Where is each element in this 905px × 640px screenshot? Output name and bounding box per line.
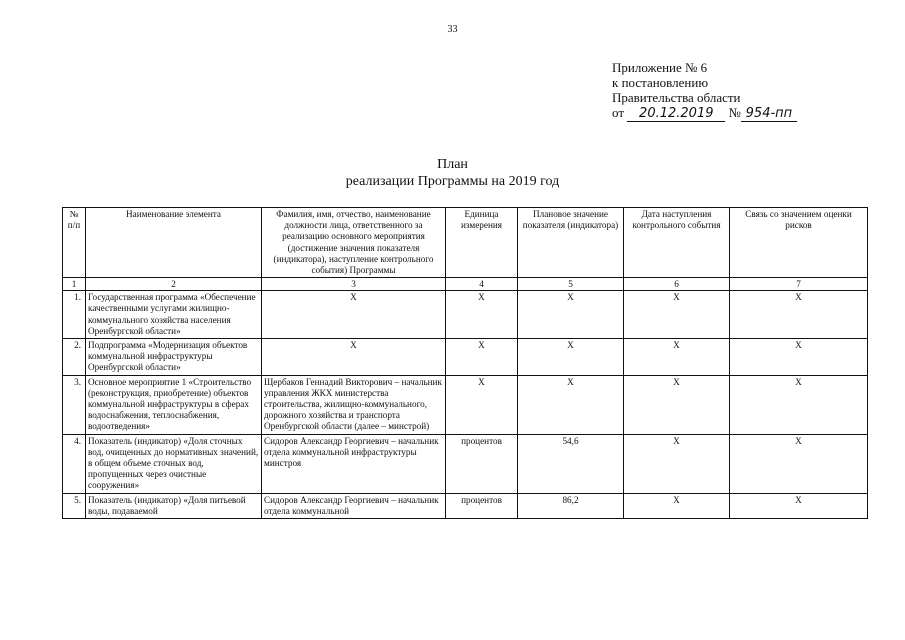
planned-value: Х <box>518 375 624 434</box>
appendix-order-line <box>612 105 797 122</box>
order-date: 20.12.2019 <box>627 107 725 122</box>
row-number: 3. <box>63 375 86 434</box>
header-cell: № п/п <box>63 208 86 278</box>
table-row <box>63 375 868 434</box>
column-number: 6 <box>624 278 730 291</box>
document-title <box>0 156 905 190</box>
column-number: 4 <box>446 278 518 291</box>
risk-link: Х <box>730 493 868 518</box>
event-date: Х <box>624 434 730 493</box>
responsible-person: Х <box>262 339 446 376</box>
element-name: Основное мероприятие 1 «Строительство (реконструкция, приобретение) объектов коммунальной инфраструктуры в сферах водоснабжения, теплоснабжения, водоотведения» <box>86 375 262 434</box>
plan-table <box>62 207 868 519</box>
unit-of-measure: процентов <box>446 434 518 493</box>
responsible-person: Сидоров Александр Георгиевич – начальник отдела коммунальной инфраструктуры минстроя <box>262 434 446 493</box>
table-row <box>63 291 868 339</box>
number-sign: № <box>728 105 741 120</box>
event-date: Х <box>624 291 730 339</box>
from-label: от <box>612 105 625 120</box>
appendix-line-2: к постановлению <box>612 75 709 90</box>
planned-value: 86,2 <box>518 493 624 518</box>
element-name: Показатель (индикатор) «Доля сточных вод, очищенных до нормативных значений, в общем объеме сточных вод, пропущенных через очистные сооружения» <box>86 434 262 493</box>
order-number: 954-пп <box>741 107 797 122</box>
element-name: Показатель (индикатор) «Доля питьевой воды, подаваемой <box>86 493 262 518</box>
row-number: 1. <box>63 291 86 339</box>
row-number: 5. <box>63 493 86 518</box>
table-row <box>63 434 868 493</box>
event-date: Х <box>624 339 730 376</box>
risk-link: Х <box>730 375 868 434</box>
header-cell: Единица измерения <box>446 208 518 278</box>
column-number: 1 <box>63 278 86 291</box>
appendix-line-1: Приложение № 6 <box>612 60 708 75</box>
header-cell: Связь со значением оценки рисков <box>730 208 868 278</box>
responsible-person: Сидоров Александр Георгиевич – начальник отдела коммунальной <box>262 493 446 518</box>
row-number: 2. <box>63 339 86 376</box>
unit-of-measure: Х <box>446 339 518 376</box>
event-date: Х <box>624 493 730 518</box>
element-name: Государственная программа «Обеспечение качественными услугами жилищно-коммунального хозяйства населения Оренбургской области» <box>86 291 262 339</box>
header-cell: Наименование элемента <box>86 208 262 278</box>
header-cell: Дата наступления контрольного события <box>624 208 730 278</box>
column-number-row <box>63 278 868 291</box>
unit-of-measure: Х <box>446 375 518 434</box>
responsible-person: Щербаков Геннадий Викторович – начальник управления ЖКХ министерства строительства, жилищно-коммунального, дорожного хозяйства и транспорта Оренбургской области (далее – минстрой) <box>262 375 446 434</box>
event-date: Х <box>624 375 730 434</box>
page-number: 33 <box>447 24 458 35</box>
unit-of-measure: Х <box>446 291 518 339</box>
planned-value: Х <box>518 291 624 339</box>
planned-value: Х <box>518 339 624 376</box>
appendix-line-3: Правительства области <box>612 90 741 105</box>
appendix-block <box>612 60 797 122</box>
column-number: 7 <box>730 278 868 291</box>
column-number: 3 <box>262 278 446 291</box>
planned-value: 54,6 <box>518 434 624 493</box>
risk-link: Х <box>730 434 868 493</box>
table-row <box>63 493 868 518</box>
risk-link: Х <box>730 291 868 339</box>
responsible-person: Х <box>262 291 446 339</box>
title-line-2: реализации Программы на 2019 год <box>345 174 560 189</box>
risk-link: Х <box>730 339 868 376</box>
unit-of-measure: процентов <box>446 493 518 518</box>
header-cell: Плановое значение показателя (индикатора) <box>518 208 624 278</box>
column-number: 2 <box>86 278 262 291</box>
column-number: 5 <box>518 278 624 291</box>
row-number: 4. <box>63 434 86 493</box>
table-row <box>63 339 868 376</box>
element-name: Подпрограмма «Модернизация объектов коммунальной инфраструктуры Оренбургской области» <box>86 339 262 376</box>
title-line-1: План <box>437 157 468 172</box>
header-row <box>63 208 868 278</box>
header-cell: Фамилия, имя, отчество, наименование должности лица, ответственного за реализацию основного мероприятия (достижение значения показателя (индикатора), наступление контрольного события) Программы <box>262 208 446 278</box>
